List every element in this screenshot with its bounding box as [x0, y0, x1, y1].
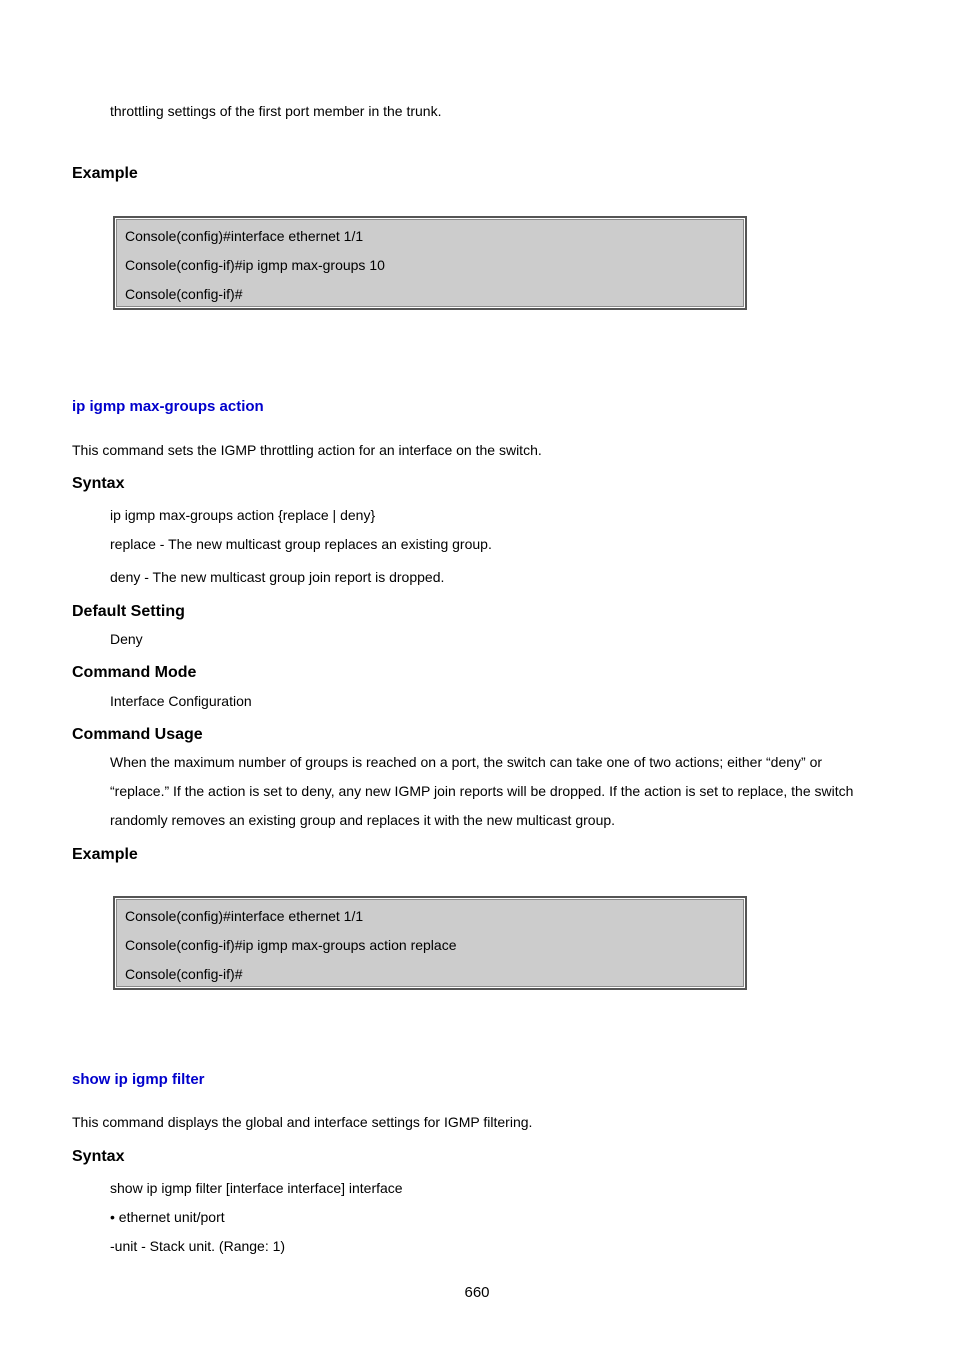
syntax-text: show ip igmp filter [interface interface] interface: [110, 1180, 403, 1196]
console-line: Console(config-if)#: [125, 286, 243, 302]
syntax-text: ip igmp max-groups action {replace | deny}: [110, 507, 376, 523]
console-line: Console(config)#interface ethernet 1/1: [125, 908, 364, 924]
command-mode-value: Interface Configuration: [110, 693, 252, 709]
syntax-heading: Syntax: [72, 1148, 125, 1165]
example-heading: Example: [72, 846, 138, 863]
param-deny: deny - The new multicast group join report is dropped.: [110, 569, 445, 585]
console-line: Console(config-if)#ip igmp max-groups 10: [125, 257, 385, 273]
syntax-heading: Syntax: [72, 475, 125, 492]
command-title: ip igmp max-groups action: [72, 398, 264, 415]
console-line: Console(config)#interface ethernet 1/1: [125, 228, 364, 244]
console-example-block: [113, 896, 747, 990]
param-unit: -unit - Stack unit. (Range: 1): [110, 1238, 286, 1254]
command-usage-heading: Command Usage: [72, 726, 203, 743]
command-description: This command sets the IGMP throttling action for an interface on the switch.: [72, 442, 542, 458]
intro-text: throttling settings of the first port member in the trunk.: [110, 103, 442, 119]
default-setting-value: Deny: [110, 631, 143, 647]
default-setting-heading: Default Setting: [72, 603, 185, 620]
console-line: Console(config-if)#ip igmp max-groups action replace: [125, 937, 457, 953]
command-usage-line: “replace.” If the action is set to deny, any new IGMP join reports will be dropped. If the action is set to replace, the switch: [110, 783, 854, 799]
command-description: This command displays the global and interface settings for IGMP filtering.: [72, 1114, 533, 1130]
param-ethernet: • ethernet unit/port: [110, 1209, 225, 1225]
page-number: 660: [464, 1284, 490, 1301]
command-usage-line: randomly removes an existing group and replaces it with the new multicast group.: [110, 812, 616, 828]
command-usage-line: When the maximum number of groups is reached on a port, the switch can take one of two actions; either “deny” or: [110, 754, 823, 770]
command-mode-heading: Command Mode: [72, 664, 197, 681]
example-heading: Example: [72, 165, 138, 182]
console-line: Console(config-if)#: [125, 966, 243, 982]
param-replace: replace - The new multicast group replaces an existing group.: [110, 536, 492, 552]
console-example-block: [113, 216, 747, 310]
command-title: show ip igmp filter: [72, 1071, 205, 1088]
